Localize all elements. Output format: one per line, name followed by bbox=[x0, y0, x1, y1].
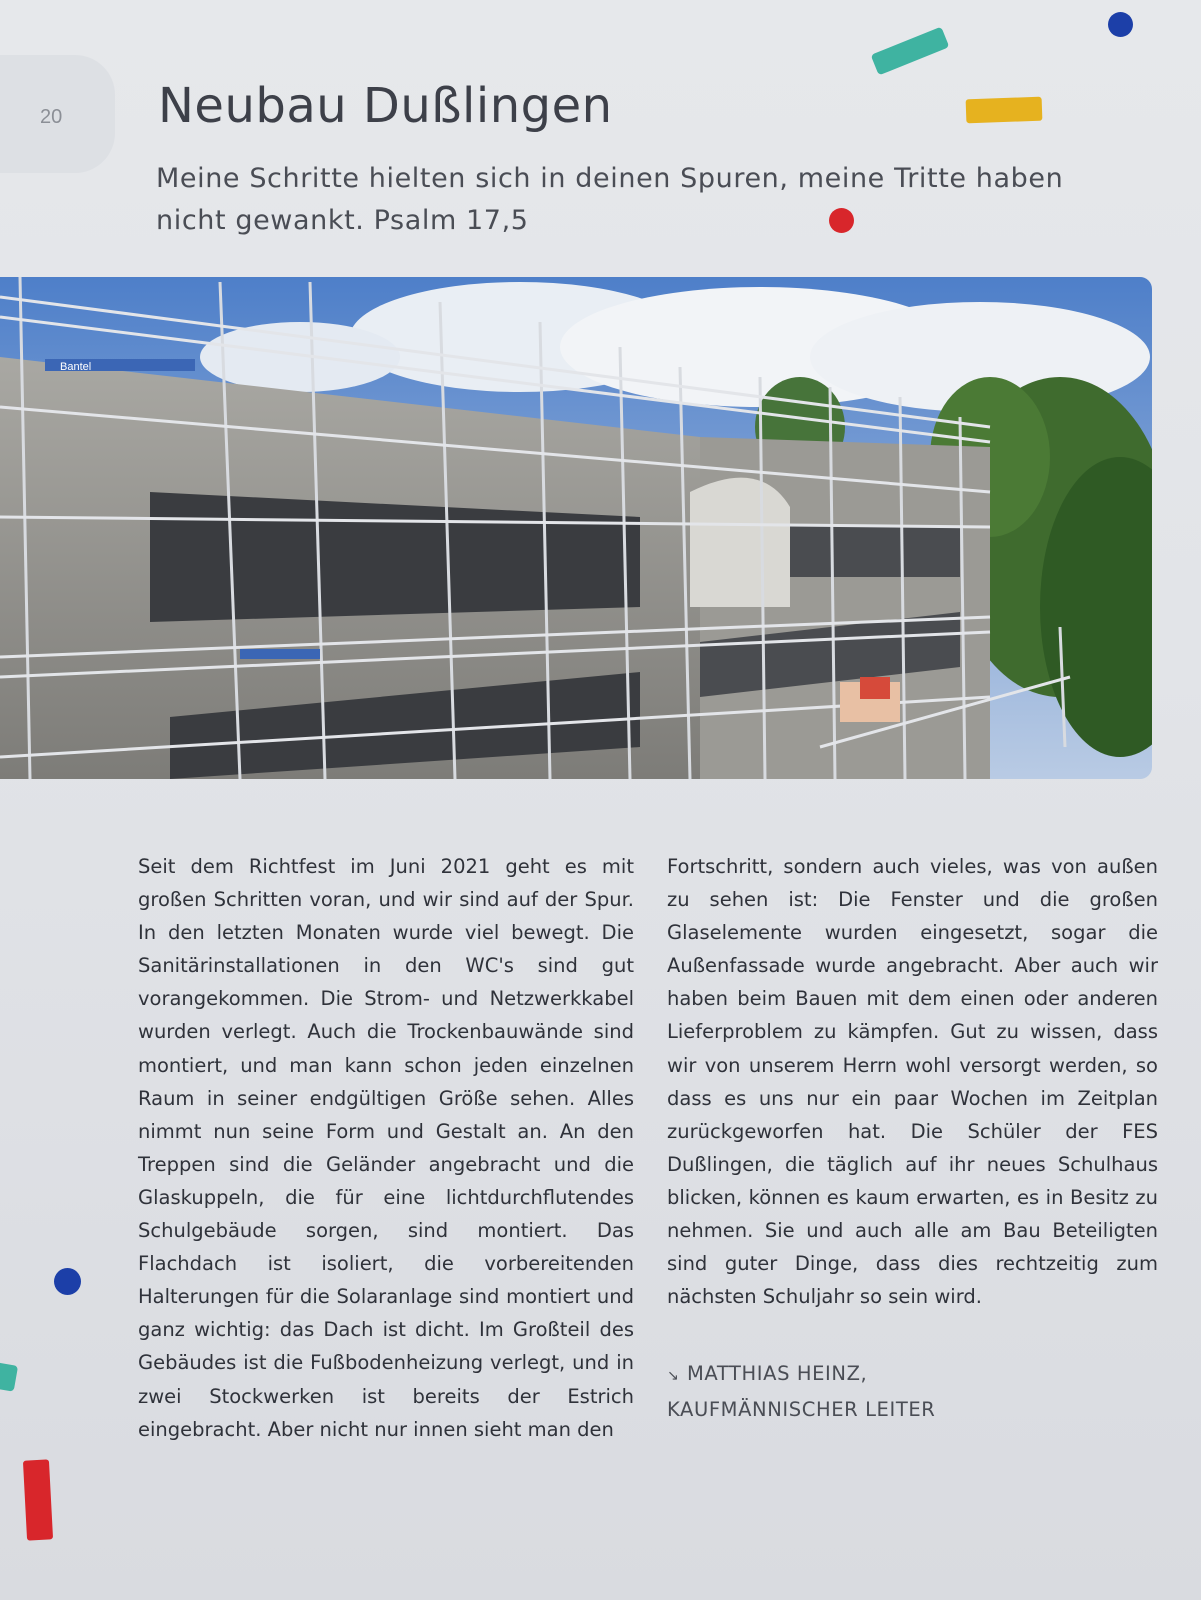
construction-photo-graphic bbox=[0, 277, 1152, 779]
scaffold-banner-text: Bantel bbox=[60, 361, 92, 373]
author-role: KAUFMÄNNISCHER LEITER bbox=[667, 1398, 936, 1421]
red-dot-shape bbox=[829, 208, 854, 233]
article-column-left: Seit dem Richtfest im Juni 2021 geht es mit großen Schritten voran, und wir sind auf der Spur. In den letzten Monaten wurde viel bewegt. Die Sanitärinstallationen in den WC's sind gut vorangekommen. Die Strom- und Netzwerkkabel wurden verlegt. Auch die Trockenbauwände sind montiert, und man kann schon jeden einzelnen Raum in seiner endgültigen Größe sehen. Alles nimmt nun seine Form und Gestalt an. An den Treppen sind die Geländer angebracht und die Glaskuppeln, die für eine lichtdurchflutendes Schulgebäude sorgen, sind montiert. Das Flachdach ist isoliert, die vorbereitenden Halterungen für die Solaranlage sind montiert und ganz wichtig: das Dach ist dicht. Im Großteil des Gebäudes ist die Fußbodenheizung verlegt, und in zwei Stockwerken ist bereits der Estrich eingebracht. Aber nicht nur innen sieht man den bbox=[138, 855, 634, 1441]
page-number: 20 bbox=[40, 106, 63, 128]
author-name-line bbox=[667, 1357, 935, 1393]
arrow-down-right-icon: ↘ bbox=[667, 1368, 680, 1384]
construction-photo bbox=[0, 277, 1152, 779]
psalm-subtitle: Meine Schritte hielten sich in deinen Spuren, meine Tritte haben nicht gewankt. Psalm 17,5 bbox=[156, 163, 1064, 236]
author-name: MATTHIAS HEINZ, bbox=[687, 1362, 868, 1385]
yellow-confetti-shape bbox=[966, 97, 1043, 124]
author-block bbox=[667, 1357, 935, 1427]
page-title: Neubau Dußlingen bbox=[158, 78, 613, 134]
red-confetti-shape-left bbox=[23, 1459, 53, 1540]
article-column-right: Fortschritt, sondern auch vieles, was von außen zu sehen ist: Die Fenster und die großen Glaselemente wurden eingesetzt, sogar die Außenfassade wurde angebracht. Aber auch wir haben beim Bauen mit dem einen oder anderen Lieferproblem zu kämpfen. Gut zu wissen, dass wir von unserem Herrn wohl versorgt werden, so dass es uns nur ein paar Wochen im Zeitplan zurückgeworfen hat. Die Schüler der FES Dußlingen, die täglich auf ihr neues Schulhaus blicken, können es kaum erwarten, es in Besitz zu nehmen. Sie und auch alle am Bau Beteiligten sind guter Dinge, dass dies rechtzeitig zum nächsten Schuljahr so sein wird. bbox=[667, 855, 1158, 1309]
blue-dot-shape-left bbox=[54, 1268, 81, 1295]
teal-confetti-shape bbox=[871, 27, 950, 76]
teal-confetti-shape-left bbox=[0, 1362, 18, 1391]
blue-dot-shape bbox=[1108, 12, 1133, 37]
